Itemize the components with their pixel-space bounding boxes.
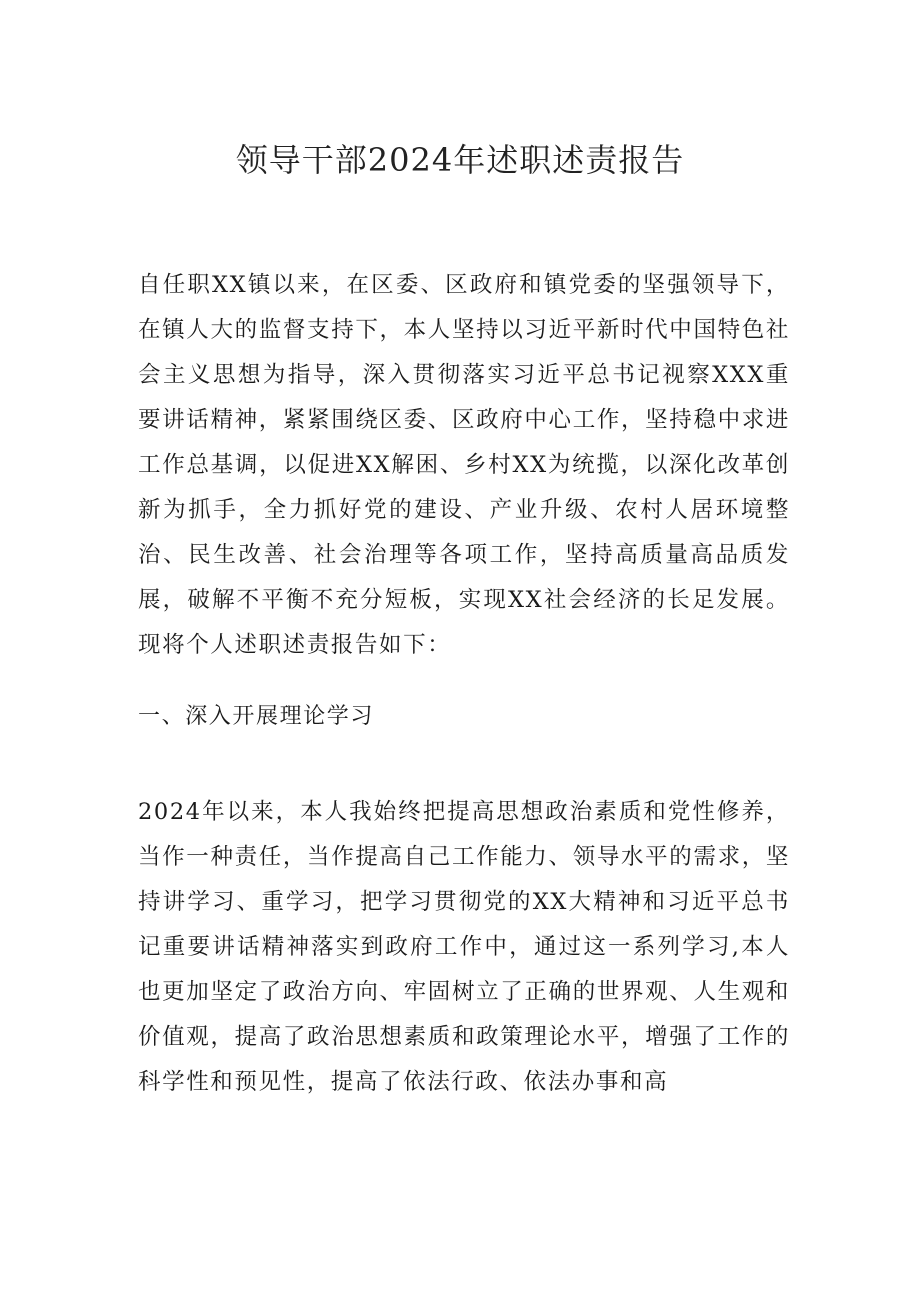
intro-paragraph: 自任职XX镇以来，在区委、区政府和镇党委的坚强领导下，在镇人大的监督支持下，本人坚持以习近平新时代中国特色社会主义思想为指导，深入贯彻落实习近平总书记视察XXX重要讲话精神，紧紧围绕区委、区政府中心工作，坚持稳中求进工作总基调，以促进XX解困、乡村XX为统揽，以深化改革创新为抓手，全力抓好党的建设、产业升级、农村人居环境整治、民生改善、社会治理等各项工作，坚持高质量高品质发展，破解不平衡不充分短板，实现XX社会经济的长足发展。现将个人述职述责报告如下： [138, 272, 790, 658]
section-heading: 一、深入开展理论学习 [138, 704, 375, 729]
document-title: 领导干部2024年述职述责报告 [235, 141, 685, 179]
body-paragraph: 2024年以来，本人我始终把提高思想政治素质和党性修养，当作一种责任，当作提高自己工作能力、领导水平的需求，坚持讲学习、重学习，把学习贯彻党的XX大精神和习近平总书记重要讲话精神落实到政府工作中，通过这一系列学习,本人也更加坚定了政治方向、牢固树立了正确的世界观、人生观和价值观，提高了政治思想素质和政策理论水平，增强了工作的科学性和预见性，提高了依法行政、依法办事和高 [138, 799, 790, 1095]
